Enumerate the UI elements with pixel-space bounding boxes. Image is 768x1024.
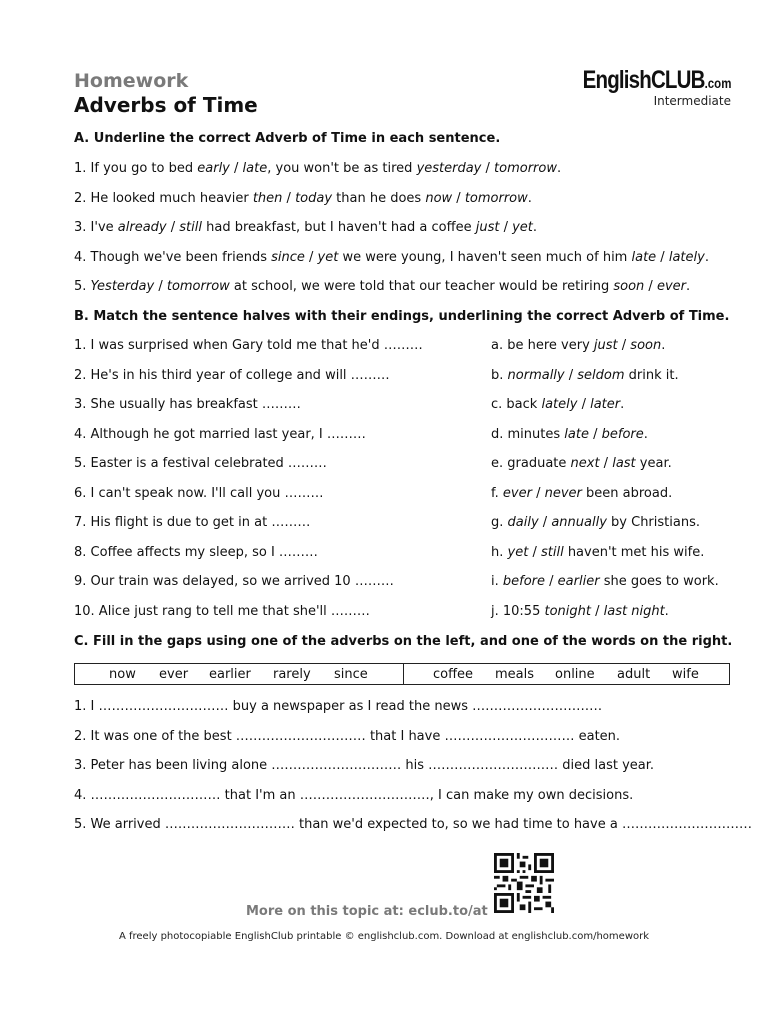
sentence-text: / xyxy=(545,574,558,589)
sentence-ending xyxy=(491,338,665,353)
adverb-option[interactable]: Yesterday xyxy=(90,279,155,294)
sentence-text: b. xyxy=(491,367,508,383)
adverb-option[interactable]: ever xyxy=(502,485,532,501)
sentence-text: 3. I've xyxy=(74,220,118,235)
level-label: Intermediate xyxy=(653,94,731,108)
englishclub-logo xyxy=(550,66,731,95)
adverb-option[interactable]: still xyxy=(179,220,202,235)
sentence-ending xyxy=(491,486,672,501)
adverb-option[interactable]: yet xyxy=(512,220,533,235)
adverb-option[interactable]: tomorrow xyxy=(166,279,230,294)
sentence-text: / xyxy=(531,485,545,501)
adverb-option[interactable]: still xyxy=(540,544,564,560)
sentence-text: been abroad. xyxy=(581,485,673,501)
sentence-text: . xyxy=(664,603,669,619)
sentence-text: i. xyxy=(491,574,503,589)
sentence-text: / xyxy=(166,220,180,235)
sentence-text: / xyxy=(588,426,602,442)
sentence-text: . xyxy=(686,279,691,294)
adverb-choice: ever xyxy=(159,667,189,682)
logo-suffix: .com xyxy=(704,75,731,91)
section-a-item xyxy=(74,220,537,235)
sentence-half: 4. Although he got married last year, I ……… xyxy=(74,426,366,442)
adverb-choice: now xyxy=(109,667,136,682)
gap-fill-item[interactable]: 5. We arrived ………………………… than we'd expected to, so we had time to have a ………………………… xyxy=(74,817,752,832)
sentence-text: drink it. xyxy=(624,367,679,383)
sentence-ending xyxy=(491,545,704,560)
adverb-option[interactable]: today xyxy=(295,190,333,206)
sentence-ending xyxy=(491,515,700,530)
adverb-option[interactable]: last night xyxy=(603,603,665,619)
adverb-option[interactable]: ever xyxy=(656,279,686,294)
sentence-text: . xyxy=(527,190,532,206)
sentence-text: haven't met his wife. xyxy=(563,544,705,560)
sentence-text: / xyxy=(481,161,495,176)
sentence-text: / xyxy=(229,161,243,176)
footer-credit: A freely photocopiable EnglishClub printable © englishclub.com. Download at englishclub.com/homework xyxy=(118,931,650,942)
sentence-text: she goes to work. xyxy=(599,574,719,589)
sentence-text: by Christians. xyxy=(606,515,700,530)
adverb-choice: rarely xyxy=(273,667,311,682)
sentence-text: . xyxy=(661,338,666,353)
adverb-option[interactable]: now xyxy=(425,190,453,206)
sentence-text: 5. xyxy=(74,279,91,294)
sentence-text: had breakfast, but I haven't had a coffee xyxy=(202,220,476,235)
gap-fill-item[interactable]: 4. ………………………… that I'm an …………………………, I can make my own decisions. xyxy=(74,787,634,803)
sentence-text: . xyxy=(620,397,625,412)
adverb-option[interactable]: already xyxy=(117,220,167,235)
sentence-text: / xyxy=(452,190,465,206)
adverb-option[interactable]: never xyxy=(544,485,582,501)
adverb-option[interactable]: seldom xyxy=(577,367,625,383)
adverb-option[interactable]: tomorrow xyxy=(464,190,528,206)
word-box xyxy=(74,663,730,685)
sentence-text: at school, we were told that our teacher would be retiring xyxy=(229,279,614,294)
adverb-option[interactable]: since xyxy=(271,249,305,265)
qr-code-icon[interactable] xyxy=(492,853,556,913)
sentence-ending xyxy=(491,574,719,589)
section-a-item xyxy=(74,279,690,294)
sentence-ending xyxy=(491,397,624,412)
sentence-text: j. 10:55 xyxy=(491,603,545,619)
adverb-option[interactable]: yet xyxy=(317,249,339,265)
gap-fill-item[interactable]: 1. I ………………………… buy a newspaper as I read the news ………………………… xyxy=(74,699,603,714)
logo-main-text: EnglishCLUB xyxy=(582,66,705,94)
sentence-text: . xyxy=(643,426,648,442)
adverb-option[interactable]: yet xyxy=(507,544,529,560)
sentence-ending xyxy=(491,604,669,619)
adverb-option[interactable]: last xyxy=(612,456,636,471)
sentence-text: f. xyxy=(491,485,503,501)
sentence-text: 2. He looked much heavier xyxy=(74,190,253,206)
adverb-option[interactable]: before xyxy=(502,574,546,589)
sentence-text: / xyxy=(590,603,604,619)
sentence-text: 1. If you go to bed xyxy=(74,161,198,176)
sentence-ending xyxy=(491,427,648,442)
word-box-divider xyxy=(403,664,404,684)
sentence-half: 7. His flight is due to get in at ……… xyxy=(74,515,311,530)
sentence-half: 10. Alice just rang to tell me that she'll ……… xyxy=(74,603,370,619)
more-link[interactable]: More on this topic at: eclub.to/at xyxy=(246,904,488,919)
adverb-option[interactable]: normally xyxy=(507,367,565,383)
sentence-text: / xyxy=(154,279,167,294)
section-a-item xyxy=(74,250,709,265)
sentence-text: 4. Though we've been friends xyxy=(74,249,272,265)
sentence-text: / xyxy=(617,338,631,353)
sentence-text: / xyxy=(304,249,318,265)
adverb-option[interactable]: earlier xyxy=(557,574,600,589)
adverb-option[interactable]: daily xyxy=(507,515,539,530)
adverb-option[interactable]: then xyxy=(252,190,283,206)
sentence-text: , you won't be as tired xyxy=(267,161,417,176)
sentence-text: than he does xyxy=(332,190,426,206)
adverb-option[interactable]: just xyxy=(593,338,618,353)
word-choice: coffee xyxy=(433,667,474,682)
word-choice: online xyxy=(555,667,595,682)
sentence-text: / xyxy=(282,190,296,206)
adverb-choice: since xyxy=(334,667,368,682)
adverb-option[interactable]: late xyxy=(564,426,589,442)
sentence-text: / xyxy=(656,249,669,265)
adverb-option[interactable]: lately xyxy=(668,249,705,265)
sentence-text: / xyxy=(599,456,613,471)
word-choice: wife xyxy=(672,667,699,682)
word-choice: meals xyxy=(495,667,535,682)
adverb-option[interactable]: late xyxy=(631,249,657,265)
section-a-heading: A. Underline the correct Adverb of Time in each sentence. xyxy=(74,131,501,146)
adverb-option[interactable]: late xyxy=(242,161,268,176)
sentence-text: d. minutes xyxy=(491,426,565,442)
adverb-option[interactable]: later xyxy=(590,397,621,412)
section-a-item xyxy=(74,161,561,176)
sentence-text: year. xyxy=(635,456,672,471)
gap-fill-item[interactable]: 2. It was one of the best ………………………… that I have ………………………… eaten. xyxy=(74,728,621,744)
sentence-text: e. graduate xyxy=(491,456,571,471)
word-choice: adult xyxy=(617,667,651,682)
adverb-option[interactable]: yesterday xyxy=(416,161,482,176)
adverb-option[interactable]: tonight xyxy=(544,603,591,619)
sentence-half: 6. I can't speak now. I'll call you ……… xyxy=(74,485,324,501)
homework-label: Homework xyxy=(74,70,189,92)
sentence-text: . xyxy=(532,220,538,235)
adverb-option[interactable]: soon xyxy=(630,338,662,353)
adverb-option[interactable]: soon xyxy=(613,279,645,294)
sentence-text: / xyxy=(564,367,578,383)
sentence-half: 9. Our train was delayed, so we arrived 10 ……… xyxy=(74,574,394,589)
sentence-ending xyxy=(491,368,679,383)
adverb-option[interactable]: before xyxy=(601,426,644,442)
sentence-text: g. xyxy=(491,515,508,530)
adverb-option[interactable]: lately xyxy=(541,397,578,412)
sentence-text: . xyxy=(557,161,562,176)
sentence-half: 2. He's in his third year of college and will ……… xyxy=(74,367,390,383)
sentence-text: c. back xyxy=(491,397,542,412)
adverb-option[interactable]: annually xyxy=(551,515,607,530)
sentence-half: 5. Easter is a festival celebrated ……… xyxy=(74,456,327,471)
sentence-text: / xyxy=(528,544,541,560)
section-a-item xyxy=(74,191,532,206)
gap-fill-item[interactable]: 3. Peter has been living alone ………………………… his ………………………… died last year. xyxy=(74,758,655,773)
sentence-text: h. xyxy=(491,544,508,560)
adverb-option[interactable]: tomorrow xyxy=(494,161,557,176)
adverb-option[interactable]: next xyxy=(570,456,600,471)
sentence-text: . xyxy=(704,249,709,265)
sentence-half: 3. She usually has breakfast ……… xyxy=(74,397,301,412)
section-c-heading: C. Fill in the gaps using one of the adverbs on the left, and one of the words on the right. xyxy=(74,634,733,649)
sentence-text: a. be here very xyxy=(491,338,594,353)
adverb-option[interactable]: just xyxy=(475,220,500,235)
adverb-choice: earlier xyxy=(209,667,251,682)
sentence-half: 1. I was surprised when Gary told me that he'd ……… xyxy=(74,338,423,353)
adverb-option[interactable]: early xyxy=(197,161,230,176)
sentence-text: / xyxy=(644,279,657,294)
section-b-heading: B. Match the sentence halves with their endings, underlining the correct Adverb of Time. xyxy=(74,309,730,324)
sentence-text: / xyxy=(577,397,591,412)
sentence-text: / xyxy=(499,220,513,235)
sentence-text: we were young, I haven't seen much of him xyxy=(338,249,632,265)
sentence-half: 8. Coffee affects my sleep, so I ……… xyxy=(74,544,318,560)
page-title: Adverbs of Time xyxy=(74,93,258,117)
sentence-ending xyxy=(491,456,672,471)
sentence-text: / xyxy=(538,515,552,530)
